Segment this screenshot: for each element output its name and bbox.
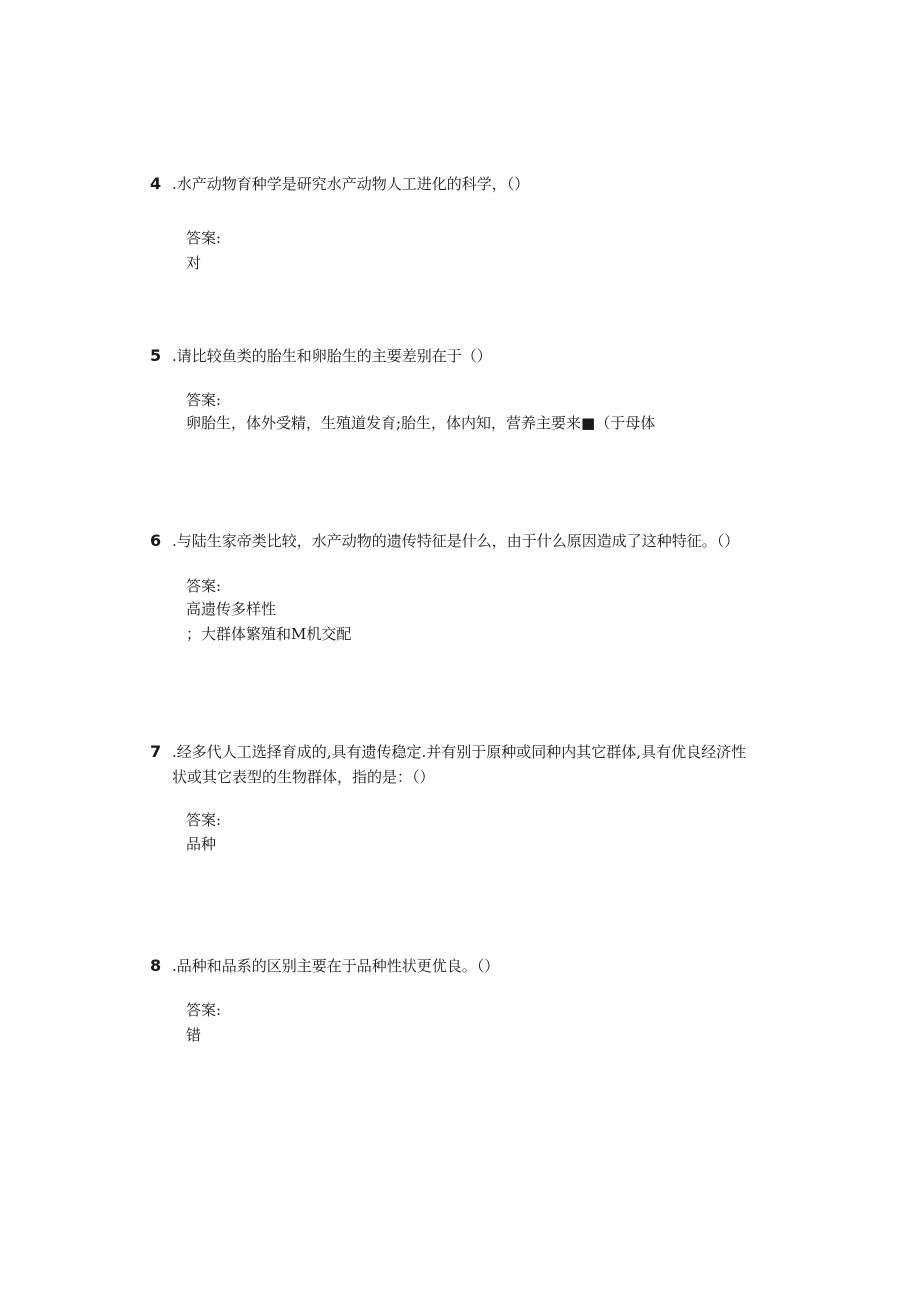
- answer-label: 答案:: [186, 577, 222, 595]
- answer-text: 对: [186, 254, 202, 272]
- answer-label: 答案:: [186, 229, 222, 247]
- question-4-line: [150, 174, 529, 194]
- answer-text-line-1: 高遗传多样性: [186, 600, 277, 618]
- answer-label: 答案:: [186, 391, 222, 409]
- question-number: 8: [150, 956, 162, 975]
- question-text: .水产动物育种学是研究水产动物人工进化的科学，（）: [172, 175, 530, 193]
- answer-label: 答案:: [186, 1001, 222, 1019]
- question-8-line: [150, 956, 499, 976]
- question-5-line: [150, 346, 492, 366]
- question-text: .与陆生家帝类比较，水产动物的遗传特征是什么，由于什么原因造成了这种特征。（）: [172, 532, 740, 550]
- question-number: 4: [150, 174, 162, 193]
- answer-label: 答案:: [186, 811, 222, 829]
- question-text: .品种和品系的区别主要在于品种性状更优良。（）: [172, 957, 500, 975]
- question-number: 5: [150, 346, 162, 365]
- question-7-line: [150, 742, 746, 762]
- question-6-line: [150, 531, 739, 551]
- question-text: .经多代人工选择育成的,具有遗传稳定.并有别于原种或同种内其它群体,具有优良经济性: [172, 743, 747, 761]
- answer-text: 品种: [186, 835, 217, 853]
- question-text: .请比较鱼类的胎生和卵胎生的主要差别在于（）: [172, 347, 492, 365]
- question-text-continuation: 状或其它表型的生物群体，指的是：（）: [172, 768, 435, 786]
- answer-text-line-2: ；大群体繁殖和M机交配: [186, 625, 352, 643]
- answer-text: 错: [186, 1026, 202, 1044]
- question-number: 7: [150, 742, 162, 761]
- question-number: 6: [150, 531, 162, 550]
- answer-text: 卵胎生，体外受精，生殖道发育;胎生，体内知，营养主要来■（于母体: [186, 414, 656, 432]
